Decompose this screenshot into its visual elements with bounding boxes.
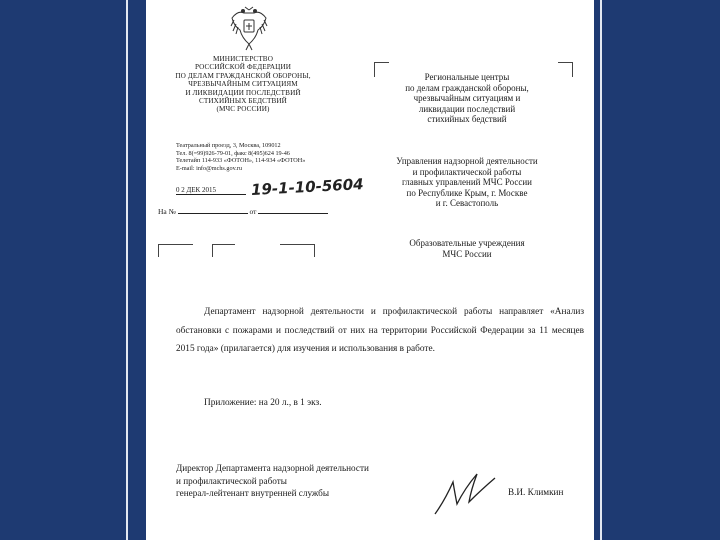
body-paragraph: Департамент надзорной деятельности и профилактической работы направляет «Анализ обстановки с пожарами и последствий от них на территории Российской Федерации за 11 месяцев 2015 года» (прилагается) для изучения и использования в работе. bbox=[176, 307, 584, 355]
addressee-block-2 bbox=[382, 156, 552, 209]
from-blank bbox=[258, 213, 328, 214]
corner-mark bbox=[374, 62, 389, 77]
contact-line: E-mail: info@mchs.gov.ru bbox=[176, 164, 242, 172]
addressee-line: МЧС России bbox=[442, 248, 492, 259]
document-page bbox=[146, 0, 594, 540]
ministry-line: (МЧС РОССИИ) bbox=[216, 105, 270, 114]
addressee-line: и г. Севастополь bbox=[435, 198, 499, 209]
corner-mark bbox=[212, 244, 235, 257]
contact-line: Телетайп 114-933 «ФОТОН», 114-934 «ФОТОН» bbox=[176, 157, 306, 165]
contact-info bbox=[176, 142, 351, 172]
date-line bbox=[176, 186, 246, 195]
letter-body bbox=[176, 303, 584, 359]
reference-line bbox=[158, 207, 328, 216]
ministry-line: ЧРЕЗВЫЧАЙНЫМ СИТУАЦИЯМ bbox=[188, 80, 298, 89]
handwritten-signature bbox=[431, 460, 501, 520]
addressee-line: Образовательные учреждения bbox=[409, 238, 525, 248]
addressee-line: Региональные центры bbox=[424, 72, 510, 82]
coat-of-arms-icon bbox=[228, 4, 270, 52]
addressee-line: Управления надзорной деятельности bbox=[396, 156, 538, 166]
addressee-line: чрезвычайным ситуациям и bbox=[413, 93, 521, 104]
signatory-title-line: Директор Департамента надзорной деятельности bbox=[176, 463, 369, 473]
signatory-name: В.И. Климкин bbox=[508, 487, 564, 497]
ministry-line: СТИХИЙНЫХ БЕДСТВИЙ bbox=[199, 97, 287, 106]
registration-number: 19-1-10-5604 bbox=[250, 175, 365, 199]
contact-line: Театральный проезд, 3, Москва, 109012 bbox=[176, 142, 281, 149]
addressee-block-1 bbox=[392, 72, 542, 125]
addressee-line: главных управлений МЧС России bbox=[402, 177, 532, 188]
signatory-title-line: и профилактической работы bbox=[176, 475, 287, 486]
corner-mark bbox=[280, 244, 315, 257]
ministry-name bbox=[168, 55, 318, 114]
ministry-line: МИНИСТЕРСТВО bbox=[213, 55, 273, 63]
corner-mark bbox=[558, 62, 573, 77]
number-label: На № bbox=[158, 207, 176, 216]
ministry-line: ПО ДЕЛАМ ГРАЖДАНСКОЙ ОБОРОНЫ, bbox=[175, 71, 311, 80]
frame-line-right bbox=[600, 0, 602, 540]
corner-mark bbox=[158, 244, 193, 257]
signatory-title-line: генерал-лейтенант внутренней службы bbox=[176, 488, 329, 498]
addressee-line: ликвидации последствий bbox=[418, 103, 516, 114]
letter-date: 0 2 ДЕК 2015 bbox=[176, 186, 246, 195]
addressee-line: по Республике Крым, г. Москве bbox=[406, 187, 528, 198]
number-blank bbox=[178, 213, 248, 214]
addressee-line: стихийных бедствий bbox=[427, 114, 507, 125]
ministry-line: И ЛИКВИДАЦИИ ПОСЛЕДСТВИЙ bbox=[185, 88, 301, 97]
signatory-title bbox=[176, 462, 369, 500]
frame-line-left bbox=[126, 0, 128, 540]
contact-line: Тел. 8(=99)926-79-01, факс 8(495)624 19-46 bbox=[176, 149, 290, 157]
addressee-line: по делам гражданской обороны, bbox=[405, 82, 529, 93]
attachment-note: Приложение: на 20 л., в 1 экз. bbox=[204, 398, 322, 408]
from-label: от bbox=[249, 207, 257, 216]
ministry-line: РОССИЙСКОЙ ФЕДЕРАЦИИ bbox=[194, 63, 292, 72]
addressee-block-3 bbox=[392, 238, 542, 259]
addressee-line: и профилактической работы bbox=[412, 166, 522, 177]
